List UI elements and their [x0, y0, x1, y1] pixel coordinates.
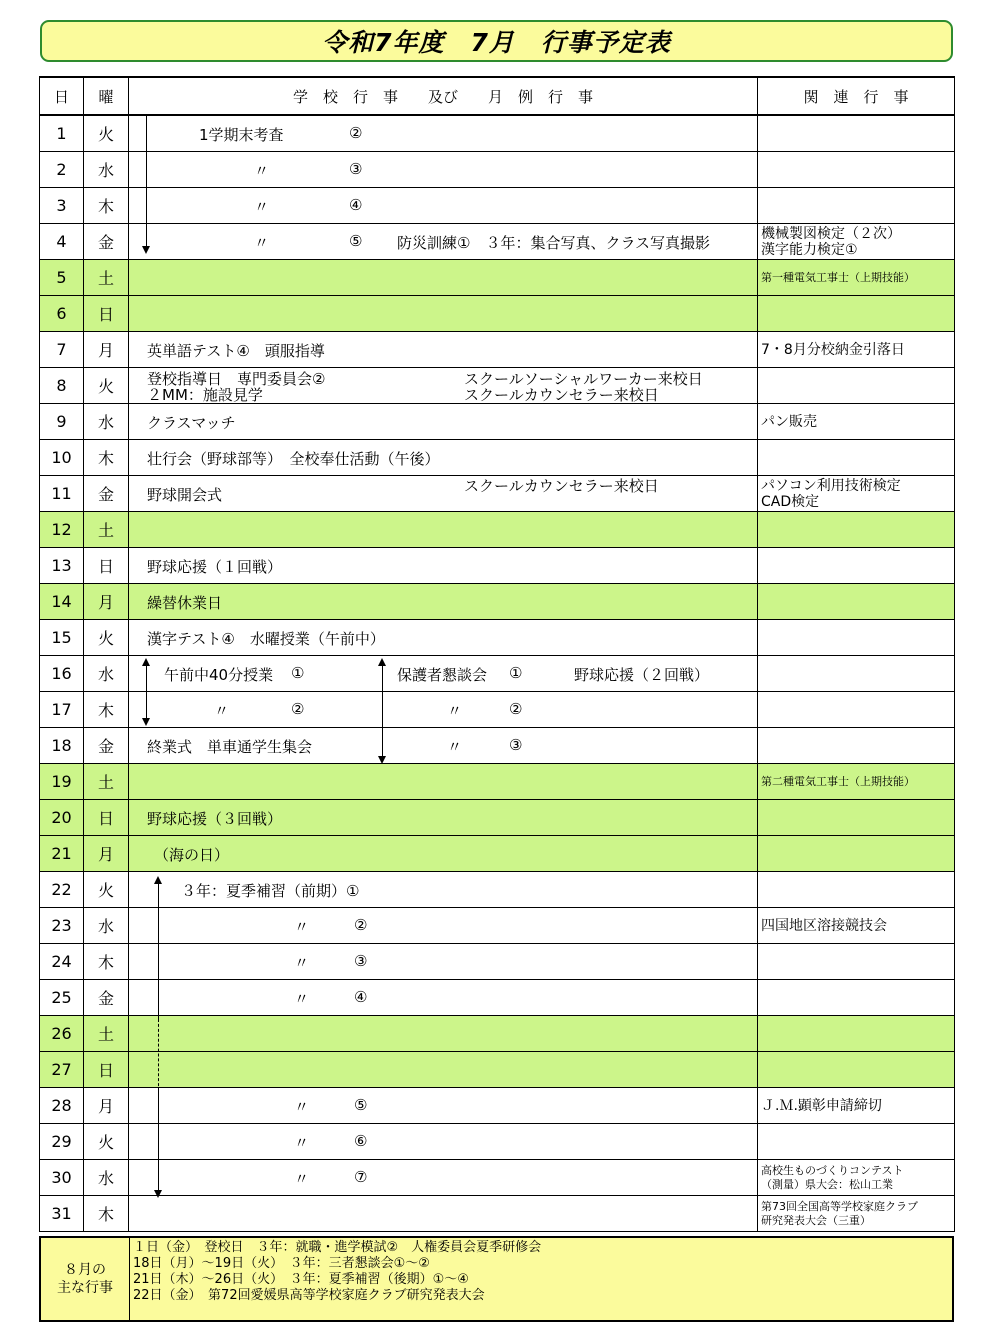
table-row: [40, 692, 955, 728]
august-event-item: 22日（金） 第72回愛媛県高等学校家庭クラブ研究発表大会: [133, 1288, 485, 1303]
summer-class-arrow-dashed: [158, 1019, 159, 1091]
school-event-cell: [129, 584, 758, 620]
table-row: [40, 368, 955, 404]
related-event-text: 漢字能力検定①: [761, 241, 858, 258]
related-event-cell: [758, 1196, 955, 1232]
related-event-text: 第73回全国高等学校家庭クラブ: [761, 1199, 918, 1213]
event-text: 〃: [254, 198, 270, 216]
header-dow: 曜: [84, 77, 129, 115]
table-row: [40, 1160, 955, 1196]
day-cell: 3: [40, 188, 84, 224]
event-text: 終業式 単車通学生集会: [147, 738, 313, 756]
related-event-cell: [758, 1016, 955, 1052]
related-event-cell: [758, 1088, 955, 1124]
exam-period-arrow: [146, 116, 147, 246]
event-text: 〃: [254, 162, 270, 180]
school-event-cell: [129, 1016, 758, 1052]
related-event-cell: [758, 836, 955, 872]
school-event-cell: [129, 836, 758, 872]
school-event-cell: [129, 440, 758, 476]
short-class-arrow: [146, 664, 147, 719]
weekday-cell: 火: [84, 620, 129, 656]
table-row: [40, 548, 955, 584]
school-event-cell: [129, 1088, 758, 1124]
summer-class-arrow-bottom: [158, 1091, 159, 1191]
weekday-cell: 水: [84, 908, 129, 944]
school-event-cell: [129, 368, 758, 404]
event-text: ⑦: [354, 1168, 368, 1186]
event-text: ④: [349, 196, 363, 214]
day-cell: 30: [40, 1160, 84, 1196]
day-cell: 12: [40, 512, 84, 548]
august-event-item: 21日（木）～26日（火） ３年：夏季補習（後期）①～④: [133, 1272, 469, 1287]
related-event-cell: [758, 800, 955, 836]
event-text: ２MM：施設見学: [147, 386, 263, 404]
arrow-head-down-icon: [378, 756, 386, 764]
weekday-cell: 火: [84, 872, 129, 908]
event-text: 登校指導日 専門委員会②: [147, 370, 326, 388]
august-label: [41, 1238, 130, 1320]
related-event-cell: [758, 584, 955, 620]
table-row: [40, 115, 955, 152]
table-row: [40, 1016, 955, 1052]
related-event-text: 第一種電気工事士（上期技能）: [761, 270, 915, 284]
related-event-cell: [758, 115, 955, 152]
weekday-cell: 金: [84, 476, 129, 512]
weekday-cell: 日: [84, 1052, 129, 1088]
august-events-box: [39, 1236, 954, 1322]
school-event-cell: [129, 1124, 758, 1160]
arrow-head-down-icon: [142, 246, 150, 254]
event-text: スクールカウンセラー来校日: [464, 386, 659, 404]
related-event-cell: [758, 332, 955, 368]
related-event-text: パン販売: [761, 413, 817, 430]
table-row: [40, 476, 955, 512]
weekday-cell: 火: [84, 368, 129, 404]
table-row: [40, 800, 955, 836]
day-cell: 25: [40, 980, 84, 1016]
school-event-cell: [129, 728, 758, 764]
august-label-line2: 主な行事: [57, 1280, 113, 1296]
table-row: [40, 1124, 955, 1160]
related-event-cell: [758, 152, 955, 188]
table-row: [40, 980, 955, 1016]
day-cell: 8: [40, 368, 84, 404]
august-event-item: １日（金） 登校日 ３年：就職・進学模試② 人権委員会夏季研修会: [133, 1240, 542, 1255]
related-event-cell: [758, 512, 955, 548]
day-cell: 7: [40, 332, 84, 368]
event-text: ①: [509, 664, 523, 682]
school-event-cell: [129, 260, 758, 296]
day-cell: 18: [40, 728, 84, 764]
related-event-text: パソコン利用技術検定: [761, 477, 901, 494]
event-text: 野球開会式: [147, 486, 223, 504]
related-event-text: 研究発表大会（三重）: [761, 1213, 871, 1227]
day-cell: 2: [40, 152, 84, 188]
weekday-cell: 火: [84, 115, 129, 152]
event-text: 〃: [294, 1098, 310, 1116]
weekday-cell: 日: [84, 548, 129, 584]
related-event-cell: [758, 548, 955, 584]
event-text: ３年：夏季補習（前期）①: [181, 882, 360, 900]
related-event-text: 7・8月分校納金引落日: [761, 341, 905, 358]
weekday-cell: 日: [84, 296, 129, 332]
weekday-cell: 水: [84, 152, 129, 188]
related-event-cell: [758, 224, 955, 260]
school-event-cell: [129, 188, 758, 224]
event-text: ③: [354, 952, 368, 970]
weekday-cell: 土: [84, 764, 129, 800]
school-event-cell: [129, 764, 758, 800]
weekday-cell: 金: [84, 728, 129, 764]
related-event-cell: [758, 656, 955, 692]
school-event-cell: [129, 692, 758, 728]
event-text: ②: [354, 916, 368, 934]
day-cell: 10: [40, 440, 84, 476]
related-event-cell: [758, 620, 955, 656]
school-event-cell: [129, 872, 758, 908]
weekday-cell: 月: [84, 332, 129, 368]
school-event-cell: [129, 512, 758, 548]
related-event-text: 機械製図検定（２次）: [761, 225, 901, 242]
header-related: 関 連 行 事: [758, 77, 955, 115]
event-text: 繰替休業日: [147, 594, 223, 612]
table-row: [40, 764, 955, 800]
event-text: ③: [509, 736, 523, 754]
weekday-cell: 月: [84, 836, 129, 872]
related-event-cell: [758, 1052, 955, 1088]
event-text: 防災訓練① ３年：集合写真、クラス写真撮影: [397, 234, 710, 252]
weekday-cell: 土: [84, 260, 129, 296]
school-event-cell: [129, 404, 758, 440]
school-event-cell: [129, 944, 758, 980]
event-text: スクールカウンセラー来校日: [464, 477, 659, 495]
arrow-head-down-icon: [142, 718, 150, 726]
related-event-text: 四国地区溶接競技会: [761, 917, 887, 934]
school-event-cell: [129, 296, 758, 332]
event-text: スクールソーシャルワーカー来校日: [464, 370, 703, 388]
event-text: ②: [349, 124, 363, 142]
event-text: ⑥: [354, 1132, 368, 1150]
related-event-cell: [758, 728, 955, 764]
event-text: ④: [354, 988, 368, 1006]
related-event-cell: [758, 404, 955, 440]
table-row: [40, 440, 955, 476]
day-cell: 29: [40, 1124, 84, 1160]
school-event-cell: [129, 476, 758, 512]
table-row: [40, 836, 955, 872]
related-event-cell: [758, 944, 955, 980]
table-row: [40, 332, 955, 368]
day-cell: 15: [40, 620, 84, 656]
related-event-cell: [758, 980, 955, 1016]
day-cell: 20: [40, 800, 84, 836]
day-cell: 14: [40, 584, 84, 620]
event-text: 〃: [294, 990, 310, 1008]
day-cell: 23: [40, 908, 84, 944]
header-row: [40, 77, 955, 115]
header-main: 学 校 行 事 及び 月 例 行 事: [129, 77, 758, 115]
related-event-cell: [758, 908, 955, 944]
event-text: 午前中40分授業: [164, 666, 274, 684]
day-cell: 13: [40, 548, 84, 584]
related-event-cell: [758, 260, 955, 296]
day-cell: 1: [40, 115, 84, 152]
event-text: ②: [509, 700, 523, 718]
day-cell: 6: [40, 296, 84, 332]
school-event-cell: [129, 548, 758, 584]
related-event-cell: [758, 764, 955, 800]
related-event-cell: [758, 872, 955, 908]
day-cell: 28: [40, 1088, 84, 1124]
weekday-cell: 水: [84, 1160, 129, 1196]
summer-class-arrow-top: [158, 882, 159, 1019]
august-label-line1: ８月の: [64, 1262, 106, 1278]
page-title: 令和7年度 7月 行事予定表: [322, 28, 671, 57]
table-row: [40, 944, 955, 980]
table-row: [40, 1052, 955, 1088]
school-event-cell: [129, 152, 758, 188]
related-event-text: 高校生ものづくりコンテスト: [761, 1163, 904, 1177]
school-event-cell: [129, 332, 758, 368]
event-text: 〃: [447, 702, 463, 720]
related-event-cell: [758, 1160, 955, 1196]
table-row: [40, 404, 955, 440]
event-text: 〃: [214, 702, 230, 720]
weekday-cell: 木: [84, 692, 129, 728]
day-cell: 26: [40, 1016, 84, 1052]
related-event-cell: [758, 188, 955, 224]
event-text: 〃: [294, 1170, 310, 1188]
event-text: 壮行会（野球部等） 全校奉仕活動（午後）: [147, 450, 440, 468]
august-event-list: [133, 1240, 541, 1304]
event-text: 〃: [447, 738, 463, 756]
table-row: [40, 872, 955, 908]
table-row: [40, 296, 955, 332]
school-event-cell: [129, 908, 758, 944]
weekday-cell: 土: [84, 512, 129, 548]
related-event-cell: [758, 476, 955, 512]
related-event-cell: [758, 692, 955, 728]
event-text: ②: [291, 700, 305, 718]
weekday-cell: 水: [84, 656, 129, 692]
school-event-cell: [129, 980, 758, 1016]
weekday-cell: 木: [84, 944, 129, 980]
day-cell: 31: [40, 1196, 84, 1232]
school-event-cell: [129, 1160, 758, 1196]
table-row: [40, 1196, 955, 1232]
table-row: [40, 260, 955, 296]
school-event-cell: [129, 1052, 758, 1088]
related-event-cell: [758, 368, 955, 404]
day-cell: 22: [40, 872, 84, 908]
school-event-cell: [129, 656, 758, 692]
weekday-cell: 木: [84, 1196, 129, 1232]
weekday-cell: 木: [84, 440, 129, 476]
school-event-cell: [129, 224, 758, 260]
day-cell: 19: [40, 764, 84, 800]
event-text: 野球応援（２回戦）: [574, 666, 710, 684]
arrow-head-down-icon: [154, 1190, 162, 1198]
weekday-cell: 金: [84, 980, 129, 1016]
table-row: [40, 620, 955, 656]
related-event-cell: [758, 296, 955, 332]
event-text: 〃: [254, 234, 270, 252]
event-text: 〃: [294, 954, 310, 972]
table-row: [40, 152, 955, 188]
weekday-cell: 月: [84, 584, 129, 620]
related-event-text: 第二種電気工事士（上期技能）: [761, 774, 915, 788]
event-text: 〃: [294, 918, 310, 936]
related-event-text: CAD検定: [761, 493, 820, 510]
event-text: 漢字テスト④ 水曜授業（午前中）: [147, 630, 385, 648]
table-row: [40, 224, 955, 260]
weekday-cell: 火: [84, 1124, 129, 1160]
table-row: [40, 1088, 955, 1124]
weekday-cell: 月: [84, 1088, 129, 1124]
related-event-text: （測量）県大会：松山工業: [761, 1177, 893, 1191]
school-event-cell: [129, 620, 758, 656]
event-text: ⑤: [349, 232, 363, 250]
event-text: クラスマッチ: [147, 414, 236, 432]
august-event-item: 18日（月）～19日（火） ３年：三者懇談会①～②: [133, 1256, 430, 1271]
day-cell: 24: [40, 944, 84, 980]
school-event-cell: [129, 115, 758, 152]
event-text: 1学期末考査: [199, 126, 284, 144]
day-cell: 16: [40, 656, 84, 692]
event-text: ③: [349, 160, 363, 178]
table-row: [40, 188, 955, 224]
event-text: ⑤: [354, 1096, 368, 1114]
conference-arrow: [382, 664, 383, 756]
header-day: 日: [40, 77, 84, 115]
title-banner: [40, 20, 953, 62]
day-cell: 17: [40, 692, 84, 728]
related-event-text: Ｊ.Ｍ.顕彰申請締切: [761, 1097, 882, 1114]
day-cell: 27: [40, 1052, 84, 1088]
table-row: [40, 656, 955, 692]
weekday-cell: 木: [84, 188, 129, 224]
table-row: [40, 512, 955, 548]
weekday-cell: 水: [84, 404, 129, 440]
day-cell: 5: [40, 260, 84, 296]
school-event-cell: [129, 800, 758, 836]
event-text: （海の日）: [154, 846, 230, 864]
table-row: [40, 908, 955, 944]
table-row: [40, 584, 955, 620]
event-text: 野球応援（１回戦）: [147, 558, 283, 576]
day-cell: 4: [40, 224, 84, 260]
weekday-cell: 金: [84, 224, 129, 260]
schedule-table: [39, 76, 955, 1232]
table-row: [40, 728, 955, 764]
day-cell: 21: [40, 836, 84, 872]
event-text: ①: [291, 664, 305, 682]
event-text: 野球応援（３回戦）: [147, 810, 283, 828]
event-text: 英単語テスト④ 頭服指導: [147, 342, 325, 360]
day-cell: 11: [40, 476, 84, 512]
related-event-cell: [758, 1124, 955, 1160]
day-cell: 9: [40, 404, 84, 440]
weekday-cell: 土: [84, 1016, 129, 1052]
related-event-cell: [758, 440, 955, 476]
weekday-cell: 日: [84, 800, 129, 836]
school-event-cell: [129, 1196, 758, 1232]
event-text: 保護者懇談会: [397, 666, 488, 684]
event-text: 〃: [294, 1134, 310, 1152]
